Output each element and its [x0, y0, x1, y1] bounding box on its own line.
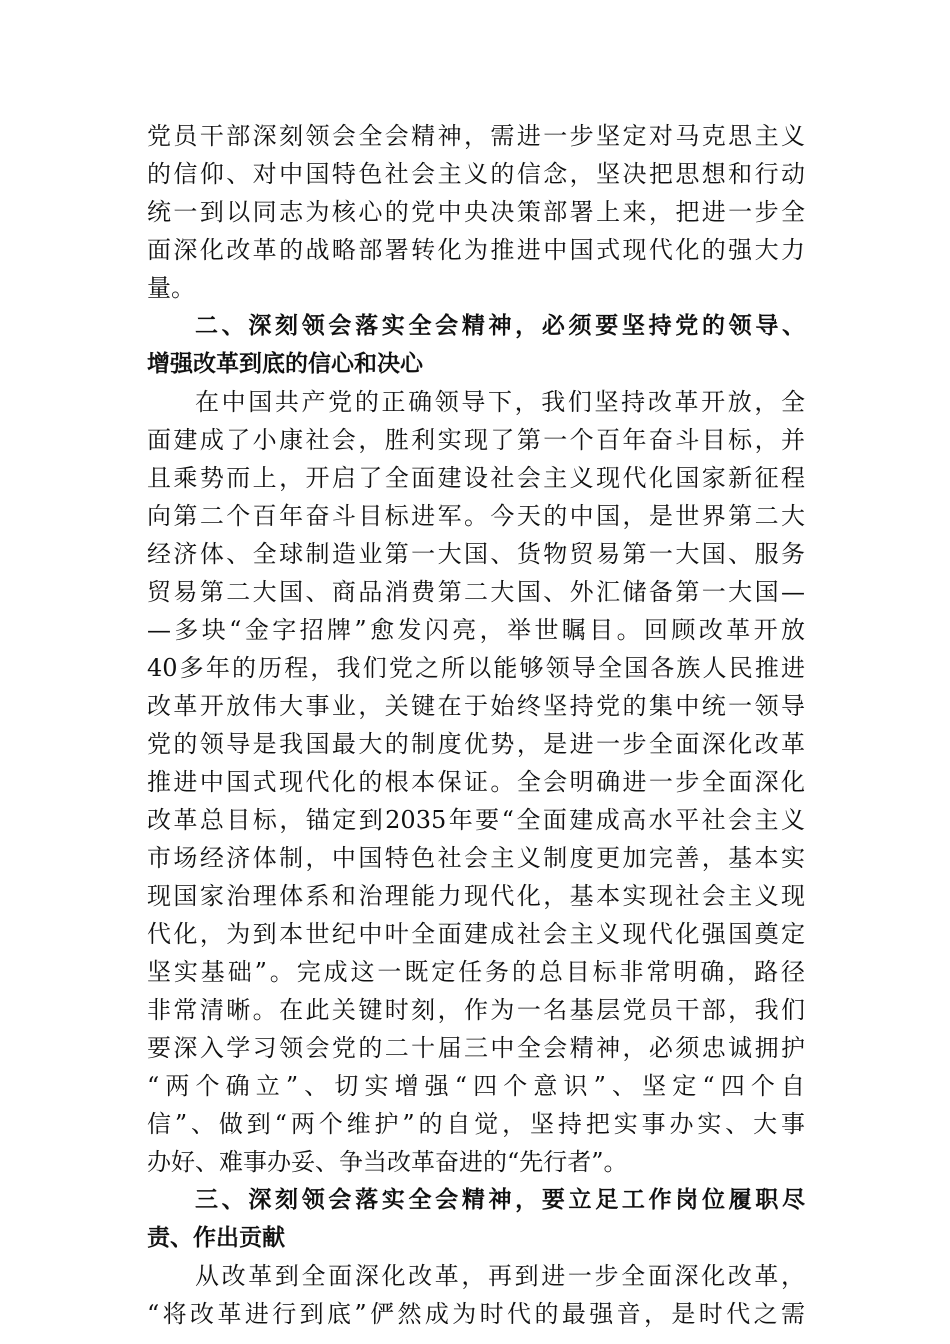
heading-line: 责、作出贡献 — [147, 1225, 285, 1251]
text-line: 市场经济体制，中国特色社会主义制度更加完善，基本实 — [147, 844, 805, 872]
text-line: 在中国共产党的正确领导下，我们坚持改革开放，全 — [195, 388, 805, 416]
text-line: 从改革到全面深化改革，再到进一步全面深化改革， — [195, 1262, 805, 1290]
text-line: 改革开放伟大事业，关键在于始终坚持党的集中统一领导 — [147, 692, 805, 720]
text-line: “将改革进行到底”俨然成为时代的最强音，是时代之需 — [147, 1300, 805, 1328]
heading-line: 三、深刻领会落实全会精神，要立足工作岗位履职尽 — [195, 1187, 805, 1213]
paragraph — [147, 1257, 805, 1333]
document-body — [147, 117, 805, 1333]
paragraph — [147, 117, 805, 307]
text-line: 现国家治理体系和治理能力现代化，基本实现社会主义现 — [147, 882, 805, 910]
text-line: 要深入学习领会党的二十届三中全会精神，必须忠诚拥护 — [147, 1034, 805, 1062]
text-line: 党的领导是我国最大的制度优势，是进一步全面深化改革 — [147, 730, 805, 758]
text-line: 非常清晰。在此关键时刻，作为一名基层党员干部，我们 — [147, 996, 805, 1024]
text-line: 统一到以同志为核心的党中央决策部署上来，把进一步全 — [147, 198, 805, 226]
section-heading — [147, 307, 805, 383]
text-line: 向第二个百年奋斗目标进军。今天的中国，是世界第二大 — [147, 502, 805, 530]
text-line: 40多年的历程，我们党之所以能够领导全国各族人民推进 — [147, 654, 805, 682]
heading-line: 增强改革到底的信心和决心 — [147, 351, 423, 377]
text-line: 信”、做到“两个维护”的自觉，坚持把实事办实、大事 — [147, 1110, 805, 1138]
text-line: 量。 — [147, 274, 195, 302]
text-line: —多块“金字招牌”愈发闪亮，举世瞩目。回顾改革开放 — [147, 616, 805, 644]
text-line: “两个确立”、切实增强“四个意识”、坚定“四个自 — [147, 1072, 805, 1100]
text-line: 的信仰、对中国特色社会主义的信念，坚决把思想和行动 — [147, 160, 805, 188]
text-line: 面深化改革的战略部署转化为推进中国式现代化的强大力 — [147, 236, 805, 264]
heading-line: 二、深刻领会落实全会精神，必须要坚持党的领导、 — [195, 313, 805, 339]
section-heading — [147, 1181, 805, 1257]
text-line: 改革总目标，锚定到2035年要“全面建成高水平社会主义 — [147, 806, 805, 834]
text-line: 贸易第二大国、商品消费第二大国、外汇储备第一大国— — [147, 578, 805, 606]
text-line: 党员干部深刻领会全会精神，需进一步坚定对马克思主义 — [147, 122, 805, 150]
text-line: 面建成了小康社会，胜利实现了第一个百年奋斗目标，并 — [147, 426, 805, 454]
text-line: 办好、难事办妥、争当改革奋进的“先行者”。 — [147, 1148, 628, 1176]
text-line: 且乘势而上，开启了全面建设社会主义现代化国家新征程 — [147, 464, 805, 492]
paragraph — [147, 383, 805, 1181]
text-line: 代化，为到本世纪中叶全面建成社会主义现代化强国奠定 — [147, 920, 805, 948]
text-line: 推进中国式现代化的根本保证。全会明确进一步全面深化 — [147, 768, 805, 796]
text-line: 坚实基础”。完成这一既定任务的总目标非常明确，路径 — [147, 958, 805, 986]
text-line: 经济体、全球制造业第一大国、货物贸易第一大国、服务 — [147, 540, 805, 568]
